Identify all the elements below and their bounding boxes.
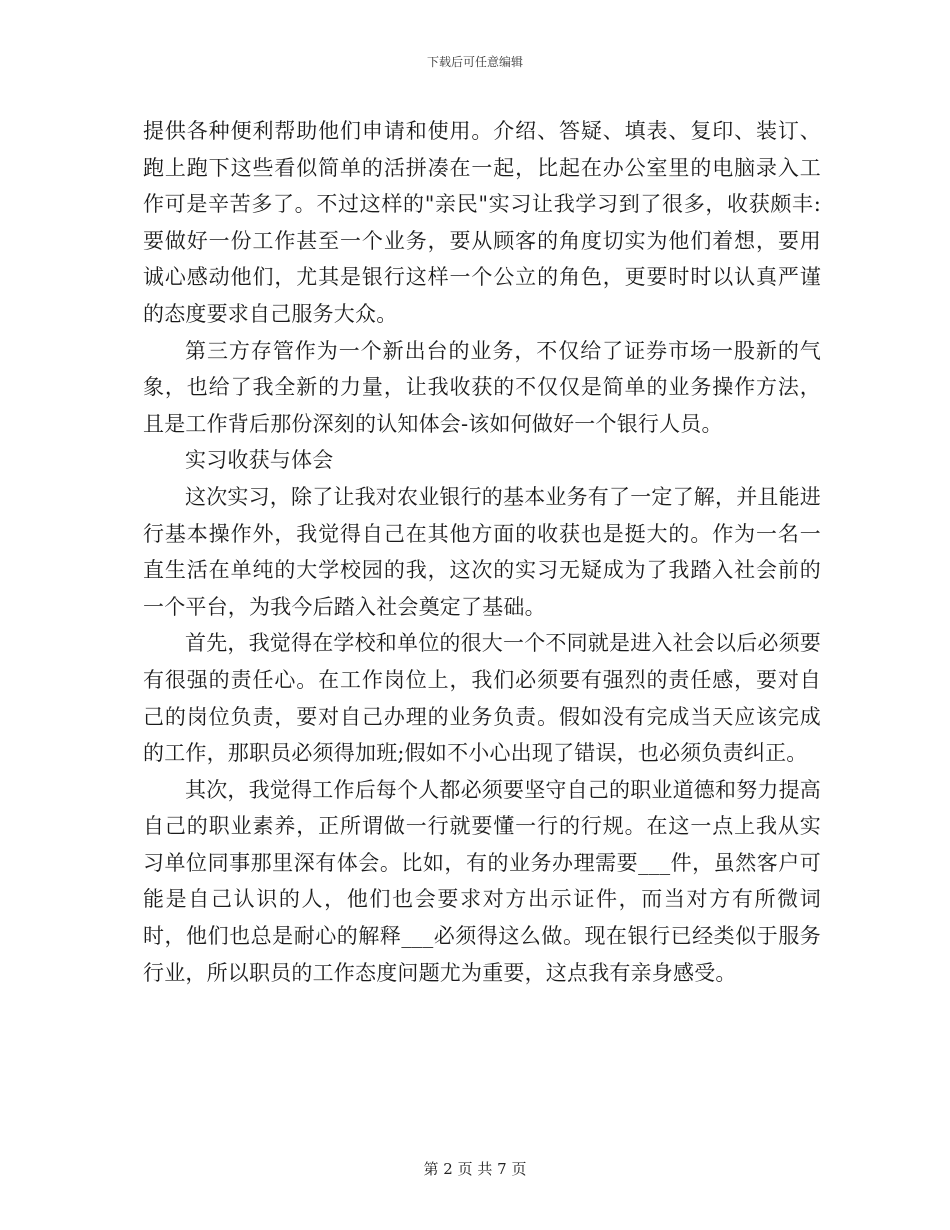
- paragraph: 其次，我觉得工作后每个人都必须要坚守自己的职业道德和努力提高自己的职业素养，正所谓做一行就要懂一行的行规。在这一点上我从实习单位同事那里深有体会。比如，有的业务办理需要___件，虽然客户可能是自己认识的人，他们也会要求对方出示证件，而当对方有所微词时，他们也总是耐心的解释___必须得这么做。现在银行已经类似于服务行业，所以职员的工作态度问题尤为重要，这点我有亲身感受。: [143, 777, 821, 985]
- paragraph: 首先，我觉得在学校和单位的很大一个不同就是进入社会以后必须要有很强的责任心。在工作岗位上，我们必须要有强烈的责任感，要对自己的岗位负责，要对自己办理的业务负责。假如没有完成当天应该完成的工作，那职员必须得加班;假如不小心出现了错误，也必须负责纠正。: [143, 631, 821, 766]
- page-number: 第 2 页 共 7 页: [423, 1160, 527, 1178]
- paragraph: 这次实习，除了让我对农业银行的基本业务有了一定了解，并且能进行基本操作外，我觉得自己在其他方面的收获也是挺大的。作为一名一直生活在单纯的大学校园的我，这次的实习无疑成为了我踏入社会前的一个平台，为我今后踏入社会奠定了基础。: [143, 484, 821, 619]
- document-body: [143, 113, 821, 991]
- paragraph: 第三方存管作为一个新出台的业务，不仅给了证券市场一股新的气象，也给了我全新的力量，让我收获的不仅仅是简单的业务操作方法，且是工作背后那份深刻的认知体会-该如何做好一个银行人员。: [143, 338, 821, 436]
- page-header: 下载后可任意编辑: [426, 55, 523, 69]
- paragraph: 提供各种便利帮助他们申请和使用。介绍、答疑、填表、复印、装订、跑上跑下这些看似简单的活拼凑在一起，比起在办公室里的电脑录入工作可是辛苦多了。不过这样的"亲民"实习让我学习到了很多，收获颇丰:要做好一份工作甚至一个业务，要从顾客的角度切实为他们着想，要用诚心感动他们，尤其是银行这样一个公立的角色，更要时时以认真严谨的态度要求自己服务大众。: [143, 119, 821, 326]
- section-heading: 实习收获与体会: [185, 448, 334, 473]
